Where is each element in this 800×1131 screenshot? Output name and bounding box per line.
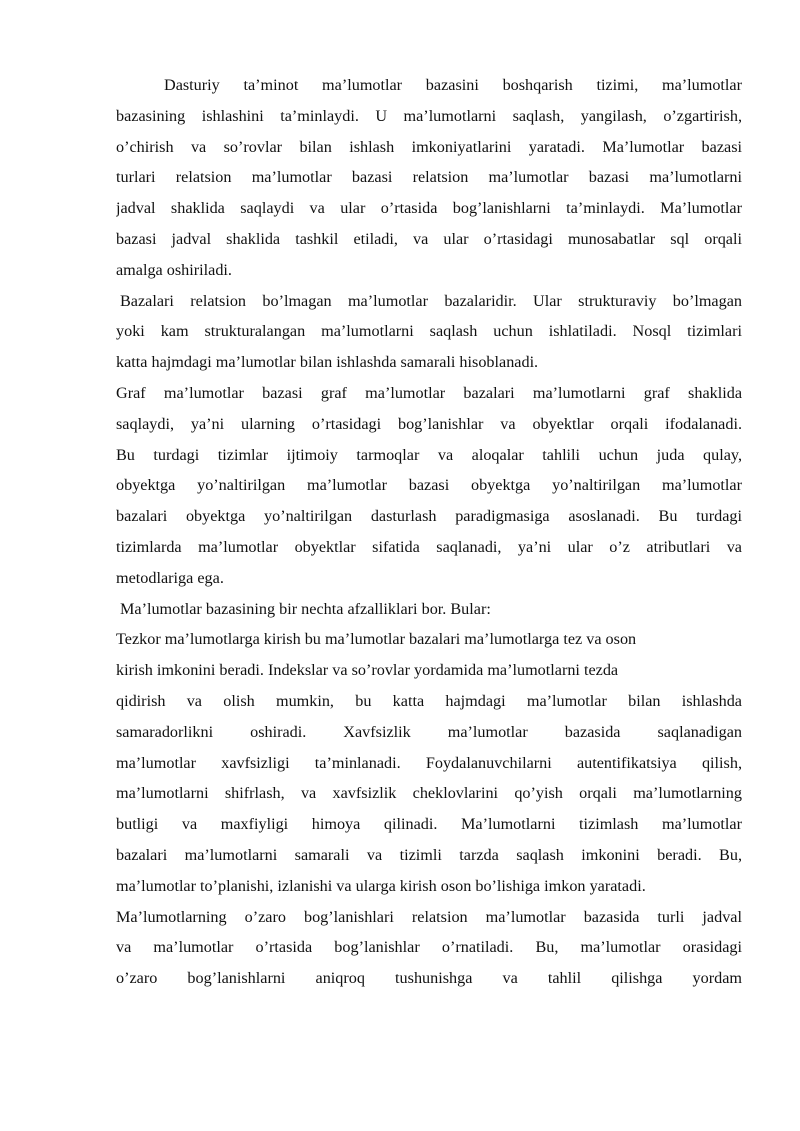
text-line: katta hajmdagi ma’lumotlar bilan ishlashda samarali hisoblanadi.: [116, 353, 539, 372]
text-line: jadval shaklida saqlaydi va ular o’rtasida bog’lanishlarni ta’minlaydi. Ma’lumotlar: [116, 199, 742, 218]
text-line: turlari relatsion ma’lumotlar bazasi relatsion ma’lumotlar bazasi ma’lumotlarni: [116, 168, 742, 187]
text-line: ma’lumotlar to’planishi, izlanishi va ularga kirish oson bo’lishiga imkon yaratadi.: [116, 876, 646, 895]
text-line: obyektga yo’naltirilgan ma’lumotlar bazasi obyektga yo’naltirilgan ma’lumotlar: [116, 476, 742, 495]
text-line: tizimlarda ma’lumotlar obyektlar sifatida saqlanadi, ya’ni ular o’z atributlari va: [116, 537, 742, 556]
text-line: Ma’lumotlar bazasining bir nechta afzalliklari bor. Bular:: [120, 599, 491, 618]
text-line: metodlariga ega.: [116, 568, 224, 587]
text-line: bazalari obyektga yo’naltirilgan dasturlash paradigmasiga asoslanadi. Bu turdagi: [116, 507, 742, 526]
paragraph-dbms-intro: [116, 70, 742, 286]
text-line: bazasi jadval shaklida tashkil etiladi, va ular o’rtasidagi munosabatlar sql orqali: [116, 229, 742, 248]
text-line: bazalari ma’lumotlarni samarali va tizimli tarzda saqlash imkonini beradi. Bu,: [116, 845, 742, 864]
text-line: qidirish va olish mumkin, bu katta hajmdagi ma’lumotlar bilan ishlashda: [116, 691, 742, 710]
text-line: Graf ma’lumotlar bazasi graf ma’lumotlar bazalari ma’lumotlarni graf shaklida: [116, 383, 742, 402]
text-line: Ma’lumotlarning o’zaro bog’lanishlari relatsion ma’lumotlar bazasida turli jadval: [116, 907, 742, 926]
text-line: samaradorlikni oshiradi. Xavfsizlik ma’lumotlar bazasida saqlanadigan: [116, 722, 742, 741]
text-line: o’chirish va so’rovlar bilan ishlash imkoniyatlarini yaratadi. Ma’lumotlar bazasi: [116, 137, 742, 156]
text-line: butligi va maxfiyligi himoya qilinadi. Ma’lumotlarni tizimlash ma’lumotlar: [116, 815, 742, 834]
text-line: o’zaro bog’lanishlarni aniqroq tushunishga va tahlil qilishga yordam: [116, 969, 742, 988]
text-line: ma’lumotlar xavfsizligi ta’minlanadi. Foydalanuvchilarni autentifikatsiya qilish,: [116, 753, 742, 772]
text-line: Tezkor ma’lumotlarga kirish bu ma’lumotlar bazalari ma’lumotlarga tez va oson: [116, 630, 637, 649]
text-line: Dasturiy ta’minot ma’lumotlar bazasini boshqarish tizimi, ma’lumotlar: [164, 76, 742, 94]
paragraph-graph-object-db: [116, 378, 742, 594]
text-line: va ma’lumotlar o’rtasida bog’lanishlar o’rnatiladi. Bu, ma’lumotlar orasidagi: [116, 938, 742, 957]
text-line: saqlaydi, ya’ni ularning o’rtasidagi bog’lanishlar va obyektlar orqali ifodalanadi.: [116, 414, 742, 433]
text-line: yoki kam strukturalangan ma’lumotlarni saqlash uchun ishlatiladi. Nosql tizimlari: [116, 322, 742, 341]
text-line: ma’lumotlarni shifrlash, va xavfsizlik cheklovlarini qo’yish orqali ma’lumotlarning: [116, 784, 742, 803]
document-page: [116, 70, 742, 994]
text-line: Bu turdagi tizimlar ijtimoiy tarmoqlar va aloqalar tahlili uchun juda qulay,: [116, 445, 742, 464]
paragraph-nosql: [116, 286, 742, 378]
paragraph-advantages: [116, 624, 742, 994]
text-line: kirish imkonini beradi. Indekslar va so’rovlar yordamida ma’lumotlarni tezda: [116, 661, 619, 680]
text-line: amalga oshiriladi.: [116, 260, 232, 279]
text-line: bazasining ishlashini ta’minlaydi. U ma’lumotlarni saqlash, yangilash, o’zgartirish,: [116, 106, 742, 125]
paragraph-advantages-heading: [116, 594, 742, 625]
text-line: Bazalari relatsion bo’lmagan ma’lumotlar bazalaridir. Ular strukturaviy bo’lmagan: [120, 291, 742, 310]
